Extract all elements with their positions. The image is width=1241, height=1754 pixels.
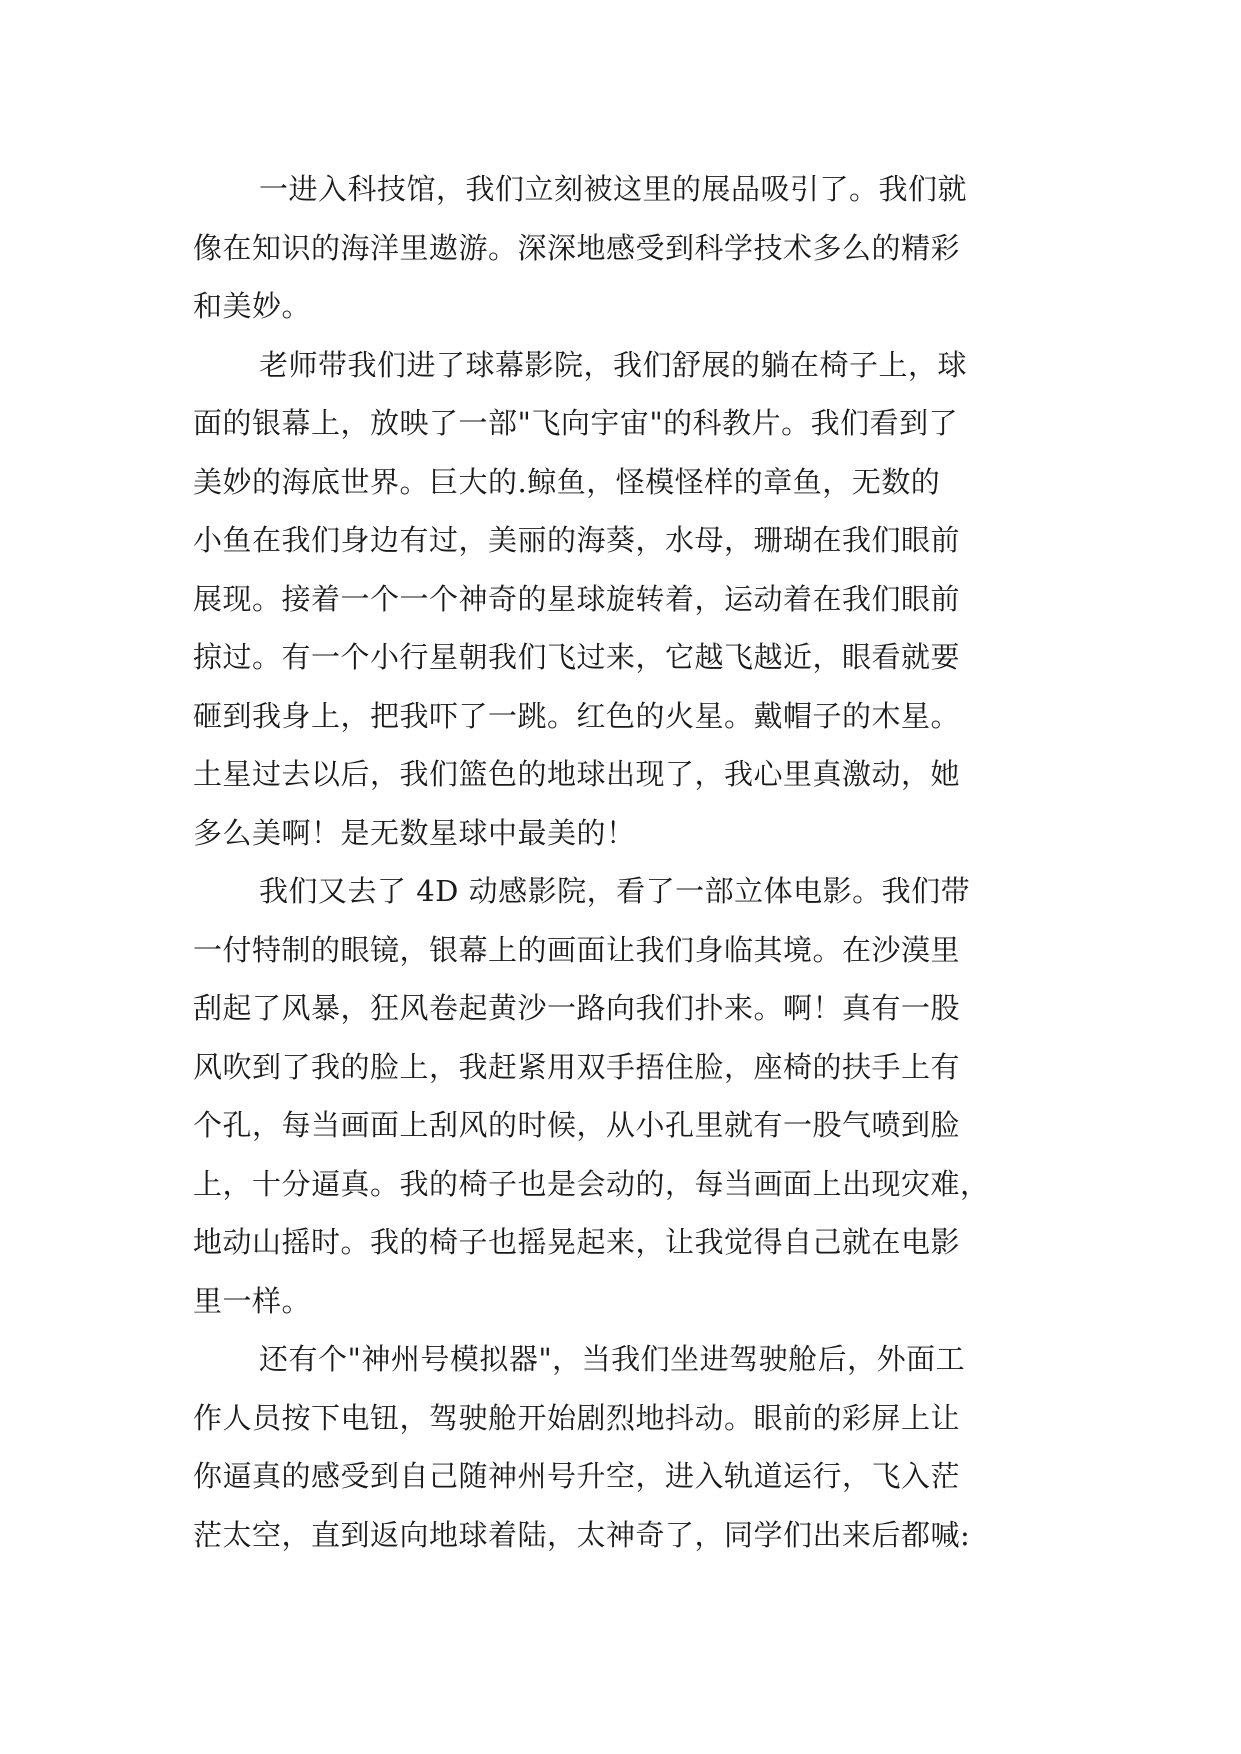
text-line: 和美妙。 (193, 289, 312, 323)
text-line: 掠过。有一个小行星朝我们飞过来，它越飞越近，眼看就要 (193, 640, 961, 674)
text-line: 作人员按下电钮，驾驶舱开始剧烈地抖动。眼前的彩屏上让 (193, 1400, 961, 1435)
text-line: 地动山摇时。我的椅子也摇晃起来，让我觉得自己就在电影 (193, 1225, 961, 1259)
text-line: 你逼真的感受到自己随神州号升空，进入轨道运行，飞入茫 (193, 1459, 961, 1493)
text-line: 一进入科技馆，我们立刻被这里的展品吸引了。我们就 (259, 172, 968, 206)
text-line: 像在知识的海洋里遨游。深深地感受到科学技术多么的精彩 (193, 230, 961, 265)
text-line: 土星过去以后，我们篮色的地球出现了，我心里真激动，她 (193, 757, 961, 791)
text-line: 里一样。 (193, 1283, 312, 1318)
text-line: 展现。接着一个一个神奇的星球旋转着，运动着在我们眼前 (193, 581, 961, 616)
text-line: 还有个"神州号模拟器"，当我们坐进驾驶舱后，外面工 (259, 1342, 966, 1376)
text-line: 面的银幕上，放映了一部"飞向宇宙"的科教片。我们看到了 (193, 406, 959, 440)
text-line: 砸到我身上，把我吓了一跳。红色的火星。戴帽子的木星。 (193, 698, 961, 733)
text-line: 上，十分逼真。我的椅子也是会动的，每当画面上出现灾难， (193, 1166, 990, 1201)
text-line: 小鱼在我们身边有过，美丽的海葵，水母，珊瑚在我们眼前 (193, 523, 961, 557)
text-line: 美妙的海底世界。巨大的.鲸鱼，怪模怪样的章鱼，无数的 (193, 464, 941, 499)
text-line: 我们又去了 4D 动感影院，看了一部立体电影。我们带 (259, 874, 971, 908)
text-line: 多么美啊！是无数星球中最美的！ (193, 815, 636, 850)
text-line: 个孔，每当画面上刮风的时候，从小孔里就有一股气喷到脸 (193, 1108, 961, 1142)
text-line: 茫太空，直到返向地球着陆，太神奇了，同学们出来后都喊: (193, 1517, 971, 1552)
text-line: 一付特制的眼镜，银幕上的画面让我们身临其境。在沙漠里 (193, 932, 961, 967)
text-line: 风吹到了我的脸上，我赶紧用双手捂住脸，座椅的扶手上有 (193, 1049, 961, 1084)
text-line: 刮起了风暴，狂风卷起黄沙一路向我们扑来。啊！真有一股 (193, 991, 961, 1025)
text-line: 老师带我们进了球幕影院，我们舒展的躺在椅子上，球 (259, 347, 968, 382)
body-text (193, 160, 1053, 1564)
